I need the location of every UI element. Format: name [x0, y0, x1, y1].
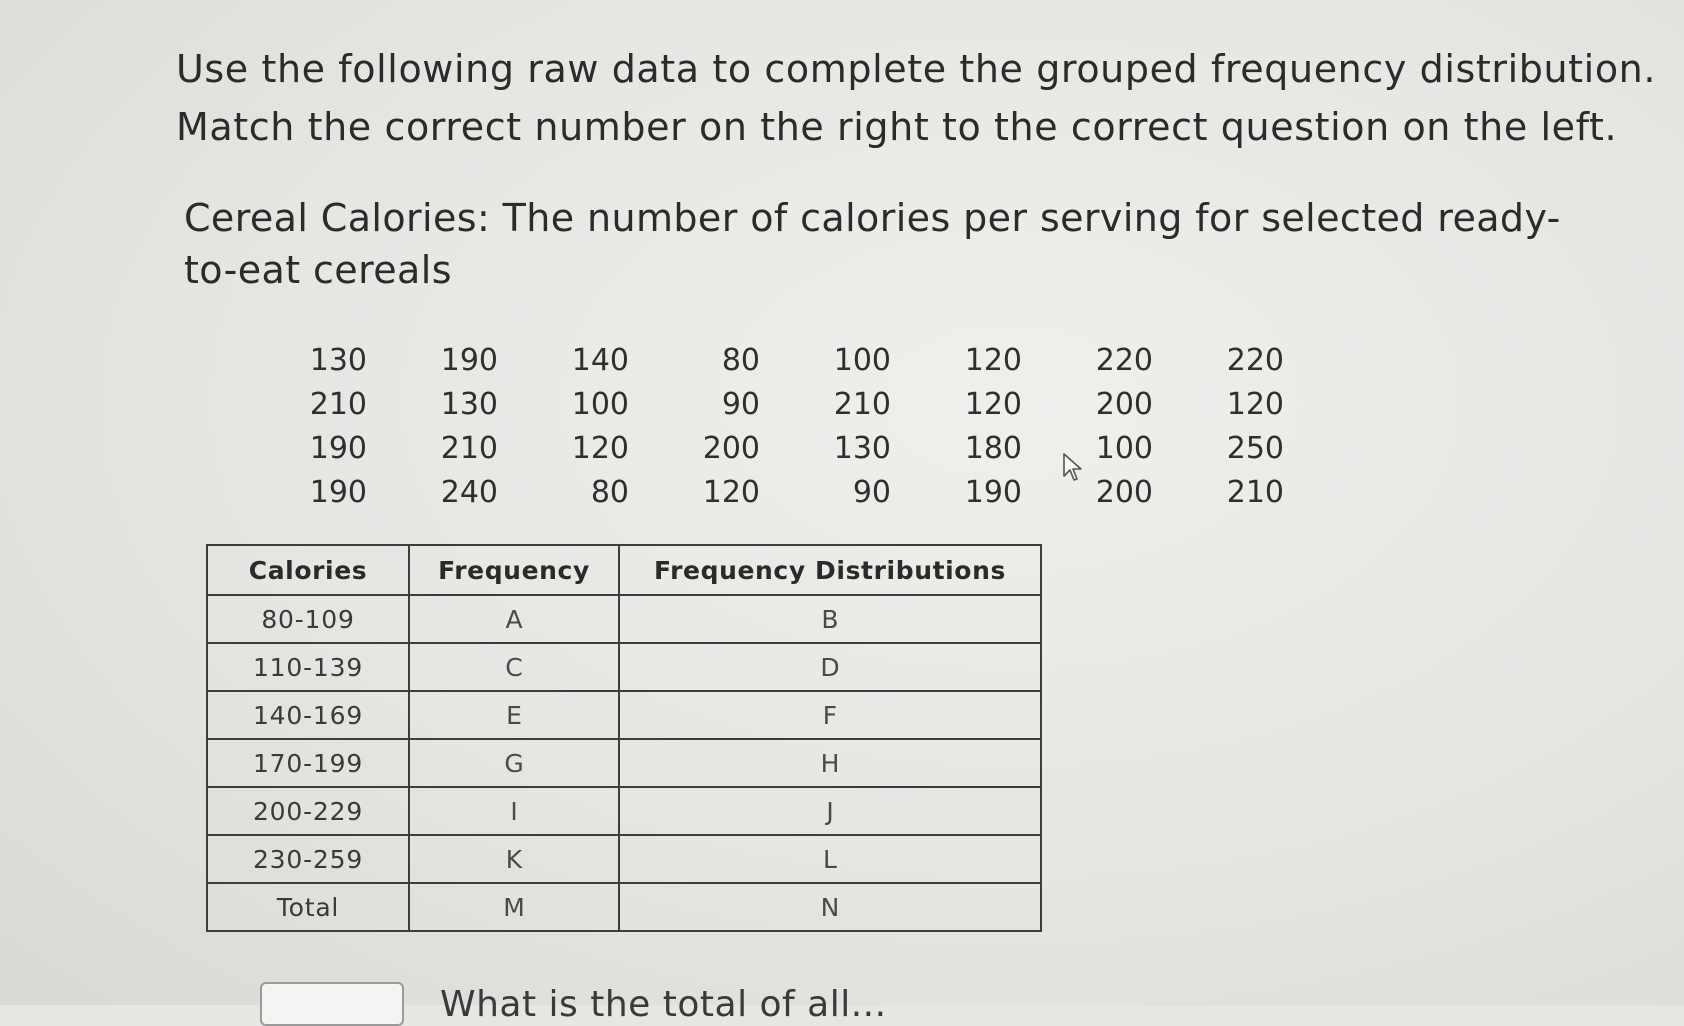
raw-data-row	[250, 338, 1298, 382]
distribution-blank: F	[619, 691, 1041, 739]
raw-value: 220	[1226, 342, 1284, 378]
raw-value: 130	[309, 342, 367, 378]
raw-value: 250	[1226, 430, 1284, 466]
raw-value: 120	[571, 430, 629, 466]
header-frequency: Frequency	[409, 545, 619, 595]
raw-value: 120	[964, 342, 1022, 378]
raw-value: 210	[309, 386, 367, 422]
calories-class: 80-109	[207, 595, 409, 643]
distribution-blank: J	[619, 787, 1041, 835]
raw-value: 190	[309, 430, 367, 466]
distribution-blank: H	[619, 739, 1041, 787]
raw-data-row	[250, 426, 1298, 470]
frequency-blank: E	[409, 691, 619, 739]
raw-data-table	[250, 338, 1298, 514]
calories-class: 140-169	[207, 691, 409, 739]
frequency-blank: G	[409, 739, 619, 787]
table-row	[207, 595, 1041, 643]
frequency-blank: I	[409, 787, 619, 835]
distribution-blank: L	[619, 835, 1041, 883]
answer-select-box[interactable]	[260, 982, 404, 1026]
raw-value: 210	[1226, 474, 1284, 510]
raw-value: 180	[964, 430, 1022, 466]
header-calories: Calories	[207, 545, 409, 595]
calories-class: 230-259	[207, 835, 409, 883]
raw-value: 220	[1095, 342, 1153, 378]
calories-class: 170-199	[207, 739, 409, 787]
raw-value: 190	[440, 342, 498, 378]
raw-value: 200	[1095, 474, 1153, 510]
instructions	[176, 40, 1657, 156]
raw-data-row	[250, 470, 1298, 514]
raw-value: 100	[833, 342, 891, 378]
mouse-pointer-icon	[1062, 452, 1084, 482]
distribution-blank: N	[619, 883, 1041, 931]
raw-value: 80	[721, 342, 760, 378]
raw-value: 140	[571, 342, 629, 378]
raw-value: 90	[721, 386, 760, 422]
table-row	[207, 835, 1041, 883]
instructions-line-2: Match the correct number on the right to the correct question on the left.	[176, 105, 1618, 149]
raw-value: 190	[964, 474, 1022, 510]
frequency-blank: C	[409, 643, 619, 691]
raw-value: 210	[440, 430, 498, 466]
raw-value: 100	[571, 386, 629, 422]
calories-class: 110-139	[207, 643, 409, 691]
table-header-row	[207, 545, 1041, 595]
instructions-line-1: Use the following raw data to complete the grouped frequency distribution.	[176, 47, 1657, 91]
raw-value: 120	[702, 474, 760, 510]
raw-value: 90	[852, 474, 891, 510]
raw-value: 240	[440, 474, 498, 510]
table-row	[207, 739, 1041, 787]
raw-value: 130	[833, 430, 891, 466]
data-context: Cereal Calories: The number of calories per serving for selected ready-to-eat cereals	[184, 196, 1561, 292]
raw-value: 120	[1226, 386, 1284, 422]
raw-value: 80	[590, 474, 629, 510]
raw-value: 190	[309, 474, 367, 510]
distribution-blank: D	[619, 643, 1041, 691]
table-row	[207, 643, 1041, 691]
calories-total-label: Total	[207, 883, 409, 931]
frequency-blank: M	[409, 883, 619, 931]
table-row-total	[207, 883, 1041, 931]
frequency-blank: K	[409, 835, 619, 883]
raw-value: 130	[440, 386, 498, 422]
raw-value: 120	[964, 386, 1022, 422]
table-row	[207, 691, 1041, 739]
calories-class: 200-229	[207, 787, 409, 835]
distribution-blank: B	[619, 595, 1041, 643]
frequency-blank: A	[409, 595, 619, 643]
raw-value: 200	[702, 430, 760, 466]
raw-value: 100	[1095, 430, 1153, 466]
raw-value: 210	[833, 386, 891, 422]
table-row	[207, 787, 1041, 835]
next-question-text: What is the total of all...	[440, 984, 887, 1025]
raw-data-row	[250, 382, 1298, 426]
frequency-distribution-table	[206, 544, 1042, 932]
header-frequency-distributions: Frequency Distributions	[619, 545, 1041, 595]
raw-value: 200	[1095, 386, 1153, 422]
